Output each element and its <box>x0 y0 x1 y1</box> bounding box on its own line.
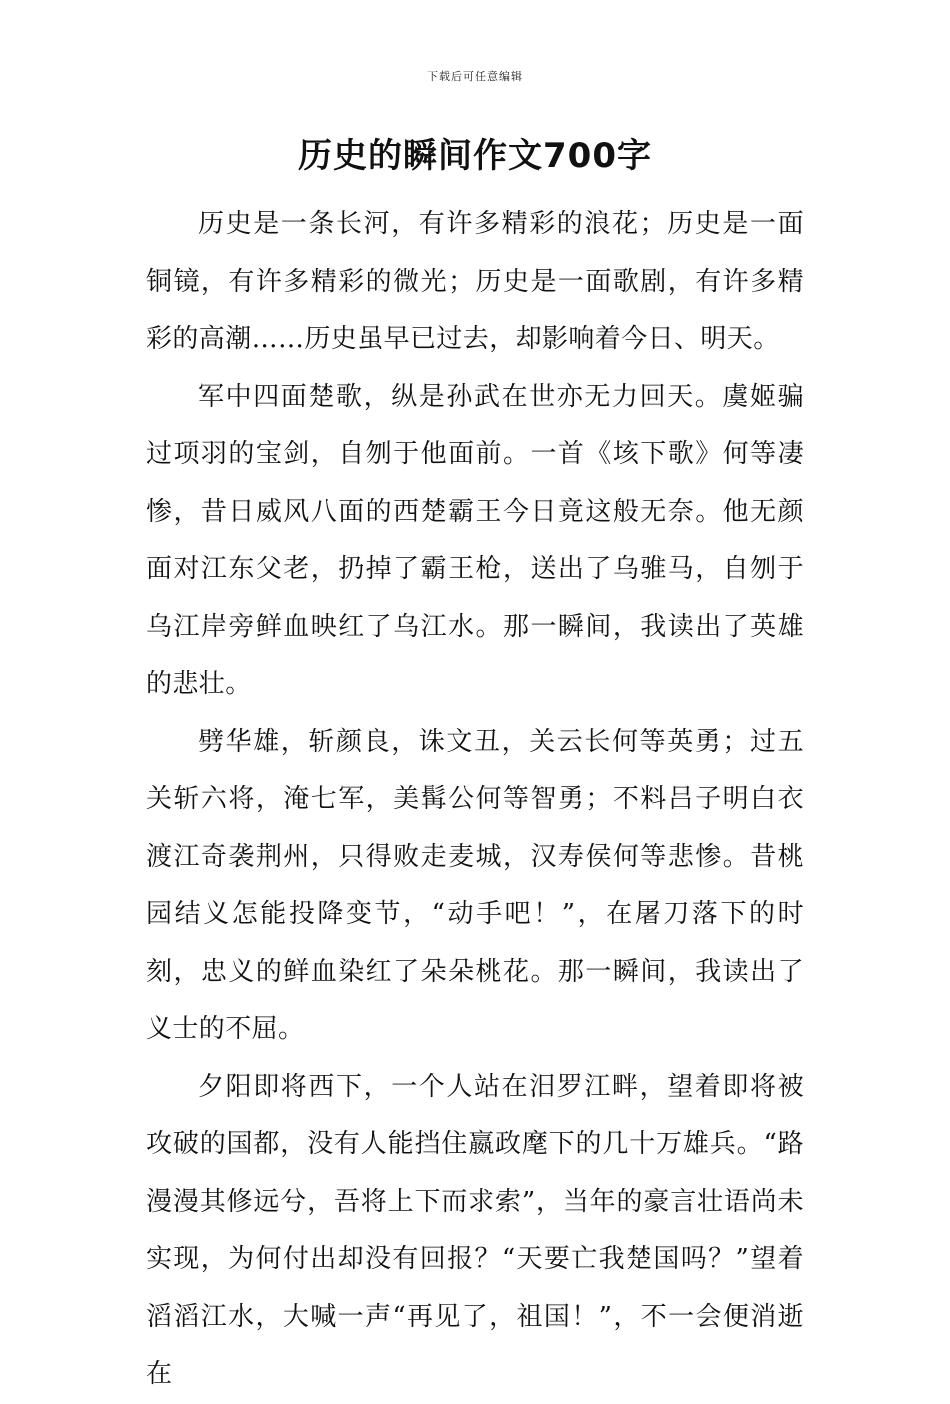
paragraph-4: 夕阳即将西下，一个人站在汨罗江畔，望着即将被攻破的国都，没有人能挡住嬴政麾下的几十万雄兵。“路漫漫其修远兮，吾将上下而求索”，当年的豪言壮语尚未实现，为何付出却没有回报？“天要亡我楚国吗？”望着滔滔江水，大喊一声“再见了，祖国！”，不一会便消逝在 <box>146 1071 804 1389</box>
document-title: 历史的瞬间作文700字 <box>298 136 652 176</box>
paragraph-3: 劈华雄，斩颜良，诛文丑，关云长何等英勇；过五关斩六将，淹七军，美髯公何等智勇；不料吕子明白衣渡江奇袭荆州，只得败走麦城，汉寿侯何等悲惨。昔桃园结义怎能投降变节，“动手吧！”，在屠刀落下的时刻，忠义的鲜血染红了朵朵桃花。那一瞬间，我读出了义士的不屈。 <box>146 726 804 1044</box>
paragraph-1: 历史是一条长河，有许多精彩的浪花；历史是一面铜镜，有许多精彩的微光；历史是一面歌剧，有许多精彩的高潮……历史虽早已过去，却影响着今日、明天。 <box>146 209 804 354</box>
header-note: 下载后可任意编辑 <box>427 70 523 83</box>
paragraph-2: 军中四面楚歌，纵是孙武在世亦无力回天。虞姬骗过项羽的宝剑，自刎于他面前。一首《垓下歌》何等凄惨，昔日威风八面的西楚霸王今日竟这般无奈。他无颜面对江东父老，扔掉了霸王枪，送出了乌骓马，自刎于乌江岸旁鲜血映红了乌江水。那一瞬间，我读出了英雄的悲壮。 <box>146 381 804 699</box>
document-body <box>146 196 804 1404</box>
